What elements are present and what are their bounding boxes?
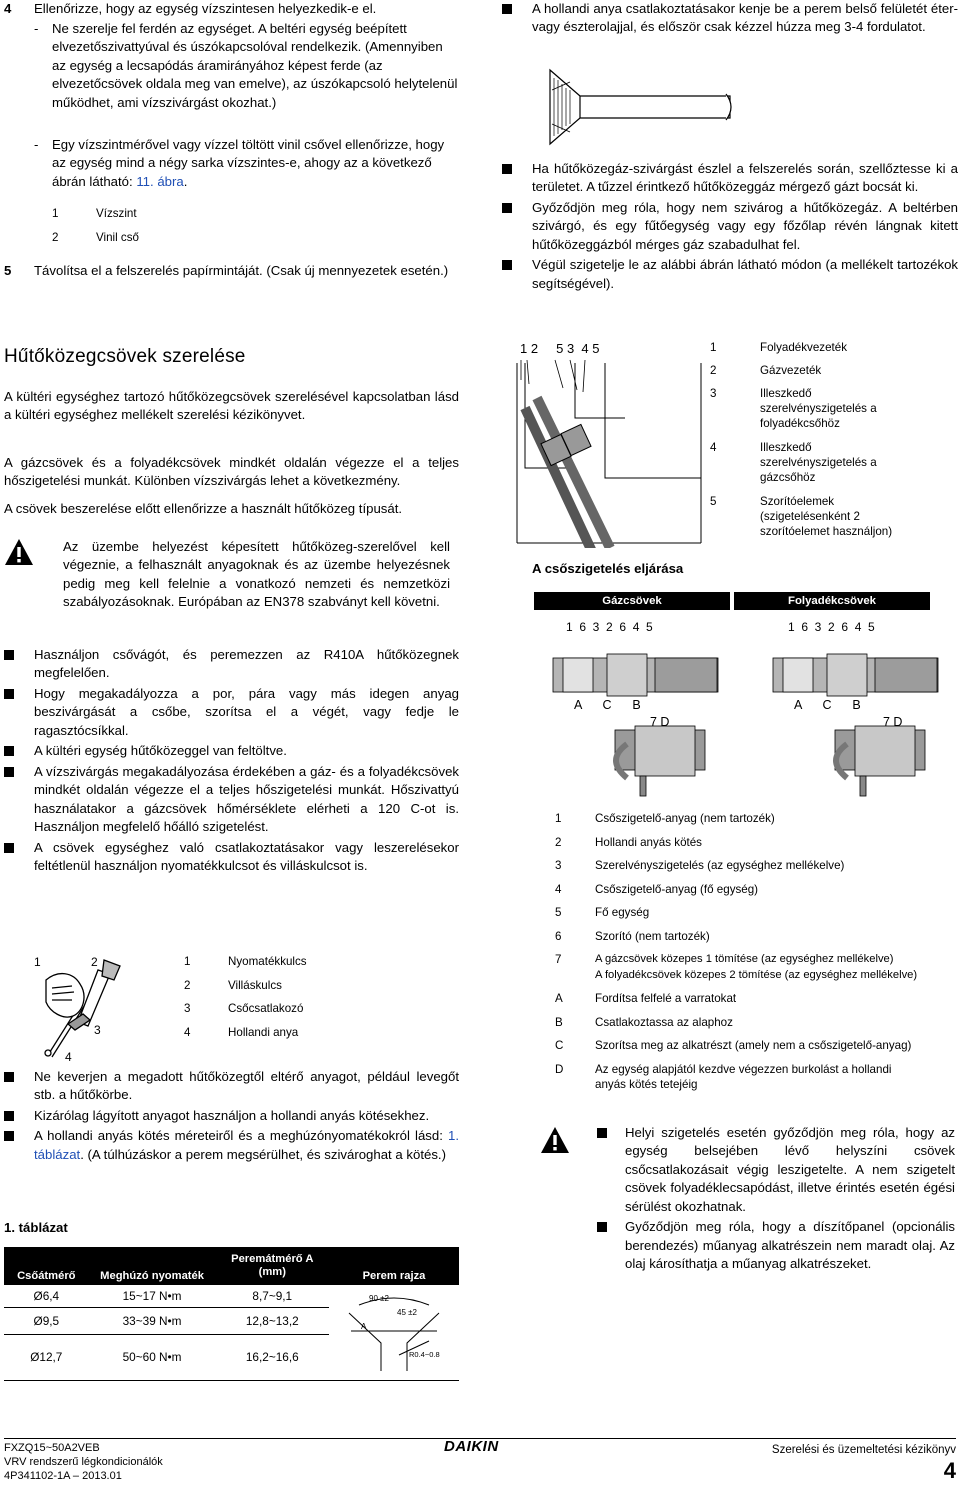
dash-text: Ne szerelje fel ferdén az egységet. A beltéri egység beépített elvezetőszivattyúval és úszókapcsolóval rendelkezik. (Amennyiben az egység a lecsapódás áramirányához képest ferde (az elvezetőcsövek oldala meg van emelve), az úszókapcsoló helytelenül működhet, ami vízszivárgást okozhat.) — [52, 21, 458, 110]
warning-icon — [540, 1126, 570, 1154]
step-5: 5 Távolítsa el a felszerelés papírmintáját. (Csak új mennyezetek esetén.) — [4, 263, 449, 278]
wrench-legend: 1 Nyomatékkulcs 2 Villáskulcs 3 Csőcsatlakozó 4 Hollandi anya — [184, 955, 307, 1039]
bullet-item: Kizárólag lágyított anyagot használjon a hollandi anyás kötésekhez. — [4, 1107, 459, 1125]
bullet-item: Használjon csővágót, és peremezzen az R410A hűtőközegnek megfelelően. — [4, 646, 459, 683]
table-caption: 1. táblázat — [4, 1220, 68, 1235]
table-link[interactable]: 1. táblázat — [34, 1128, 459, 1162]
section-title: Hűtőközegcsövek szerelése — [4, 346, 246, 367]
right-bullets: Ha hűtőközegáz-szivárgást észlel a felszerelés során, szellőztesse ki a területet. A tűzzel érintkező hűtőközeggáz mérgező gázt bocsát ki. Győződjön meg róla, hogy nem szivárog a hűtőközegáz. A beltérben szivárgó, és egy fűtőegység vagy egy főzőlap révén lángnak kitett hűtőközeggázból mérges gáz szabadulhat fel. Végül szigetelje le az alábbi ábrán látható módon (a mellékelt tartozékok segítségével). — [502, 160, 958, 293]
step-text: Ellenőrizze, hogy az egység vízszintesen helyezkedik-e el. — [34, 1, 377, 16]
bullet-item: A hollandi anyás kötés méreteiről és a meghúzónyomatékokról lásd: 1. táblázat. (A túlhúzáskor a perem megsérülhet, és szivároghat a kötés.) — [4, 1127, 459, 1164]
manual-title: Szerelési és üzemeltetési kézikönyv — [771, 1444, 956, 1456]
warning-icon — [4, 538, 34, 566]
col-header: Meghúzó nyomaték — [89, 1247, 216, 1285]
warning-text: Az üzembe helyezést képesített hűtőközeg-szerelővel kell végeznie, a felhasznált anyagoknak és az üzembe helyezésnek pedig meg kell felelnie a vonatkozó nemzeti és nemzetközi szabályozásoknak. Európában az EN378 szabványt kell követni. — [63, 539, 450, 610]
flare-oil-figure — [540, 66, 740, 152]
liquid-header: Folyadékcsövek — [734, 592, 930, 610]
svg-text:3: 3 — [94, 1023, 101, 1037]
col-header: Peremátmérő A (mm) — [216, 1247, 329, 1285]
dash-item-1: - Ne szerelje fel ferdén az egységet. A beltéri egység beépített elvezetőszivattyúval és úszókapcsolóval rendelkezik. (Amennyiben az egység a lecsapódás áramirányához képest ferde (az elvezetőcsövek oldala meg van emelve), az úszókapcsoló helytelenül működhet, ami vízszivárgást okozhat.) — [34, 20, 458, 112]
bullet-item: A vízszivárgás megakadályozása érdekében a gáz- és a folyadékcsövek mindkét oldalán végezze el a teljes hőszigetelési munkát. Hőszivattyú használatakor a gázcsövek hőmérséklete elérheti a 120 C-ot is. Használjon megfelelő hőálló szigetelést. — [4, 763, 459, 837]
svg-text:90 ±2: 90 ±2 — [369, 1294, 389, 1303]
table-row: Ø9,5 33~39 N•m 12,8~13,2 — [4, 1308, 459, 1334]
svg-text:R0.4~0.8: R0.4~0.8 — [409, 1350, 440, 1359]
table-row: Ø6,4 15~17 N•m 8,7~9,1 90 ±2 45 ±2 A R0.4~0.8 — [4, 1285, 459, 1308]
page-number: 4 — [943, 1458, 956, 1483]
paragraph: A gázcsövek és a folyadékcsövek mindkét oldalán végezze el a teljes hőszigetelési munkát. Különben vízszivárgás lehet a következmény. — [4, 455, 459, 489]
svg-text:2: 2 — [91, 955, 98, 969]
table-row: Ø12,7 50~60 N•m 16,2~16,6 — [4, 1334, 459, 1380]
gas-header: Gázcsövek — [534, 592, 730, 610]
daikin-logo: DAIKIN — [444, 1438, 499, 1455]
level-legend — [52, 206, 252, 254]
insulation-legend: 1 Csőszigetelő-anyag (nem tartozék) 2 Hollandi anyás kötés 3 Szerelvényszigetelés (az egységhez mellékelve) 4 Csőszigetelő-anyag (fő egység) 5 Fő egység 6 Szorító (nem tartozék) 7 A gázcsövek közepes 1 tömítése (az egységhez mellékelve) A folyadékcsövek közepes 2 tömítése (az egységhez mellékelve) A Fordítsa felfelé a varratokat B Csatlakoztassa az alaphoz C Szorítsa meg az alkatrészt (amely nem a csőszigetelő-anyag) D Az egység alapjától kezdve végezzen burkolást a hollandi anyás kötés tetejéig — [555, 812, 918, 1091]
flare-drawing-cell — [329, 1285, 459, 1380]
insulation-title: A csőszigetelés eljárása — [532, 561, 684, 576]
warning-bullets: Helyi szigetelés esetén győződjön meg róla, hogy az egység belsejében lévő helyszíni csövek csőcsatlakozásait végig leszigetelte. A nem szigetelt csövek folyadéklecsapódást, illetve érintés esetén égési sérülést okozhatnak. Győződjön meg róla, hogy a díszítőpanel (opcionális berendezés) műanyag alkatrészein nem maradt olaj. Az olaj károsíthatja a műanyag alkatrészeket. — [597, 1124, 955, 1274]
flare-table — [4, 1247, 459, 1381]
legend-row: 1 Vízszint — [52, 207, 137, 220]
paragraph: A kültéri egységhez tartozó hűtőközegcsövek szerelésével kapcsolatban lásd a kültéri egységhez mellékelt szerelési kézikönyvet. — [4, 389, 459, 423]
svg-text:A: A — [361, 1322, 367, 1331]
bullet-list — [4, 646, 459, 876]
figure-link[interactable]: 11. ábra — [136, 173, 184, 189]
pipe-figure-labels: 1 2 5 3 4 5 — [520, 341, 600, 356]
legend-row: 2 Vinil cső — [52, 231, 139, 244]
bullet-item: A kültéri egység hűtőközeggel van feltöltve. — [4, 742, 459, 760]
wrench-figure — [28, 950, 148, 1062]
bullet-item: A csövek egységhez való csatlakoztatásakor vagy leszerelésekor feltétlenül használjon nyomatékkulcsot és villáskulcsot is. — [4, 839, 459, 876]
right-bullet: A hollandi anya csatlakoztatásakor kenje be a perem belső felületét éter- vagy észterolajjal, és először csak kézzel húzza meg 3-4 fordulatot. — [502, 0, 958, 37]
col-header: Perem rajza — [329, 1247, 459, 1285]
svg-text:4: 4 — [65, 1050, 72, 1062]
svg-text:45 ±2: 45 ±2 — [397, 1308, 417, 1317]
bullet-list-2 — [4, 1068, 459, 1164]
flare-drawing — [329, 1285, 459, 1375]
bullet-item: Hogy megakadályozza a por, pára vagy más idegen anyag beszivárgását a csőbe, szorítsa el a végét, vagy fedje le ragasztócsíkkal. — [4, 685, 459, 740]
svg-text:1: 1 — [34, 955, 41, 969]
step-number: 4 — [4, 1, 12, 16]
dash-item-2: - Egy vízszintmérővel vagy vízzel töltött vinil csővel ellenőrizze, hogy az egység mind a négy sarka vízszintes-e, ahogy az a következő ábrán látható: 11. ábra. — [34, 137, 445, 189]
step-4 — [4, 0, 460, 18]
insulation-figure-gas — [545, 640, 735, 800]
insulation-figure-liquid — [765, 640, 955, 800]
bullet-item: Ne keverjen a megadott hűtőközegtől eltérő anyagot, például levegőt stb. a hűtőkörbe. — [4, 1068, 459, 1105]
footer-left: FXZQ15~50A2VEB VRV rendszerű légkondicionálók 4P341102-1A – 2013.01 — [4, 1442, 163, 1482]
col-header: Csőátmérő — [4, 1247, 89, 1285]
pipe-figure — [515, 358, 703, 548]
pipe-legend: 1 Folyadékvezeték 2 Gázvezeték 3 Illeszkedő szerelvényszigetelés a folyadékcsőhöz 4 Illeszkedő szerelvényszigetelés a gázcsőhöz 5 Szorítóelemek (szigetelésenként 2 szorítóelemet használjon) — [710, 341, 893, 539]
paragraph: A csövek beszerelése előtt ellenőrizze a használt hűtőközeg típusát. — [4, 501, 403, 516]
